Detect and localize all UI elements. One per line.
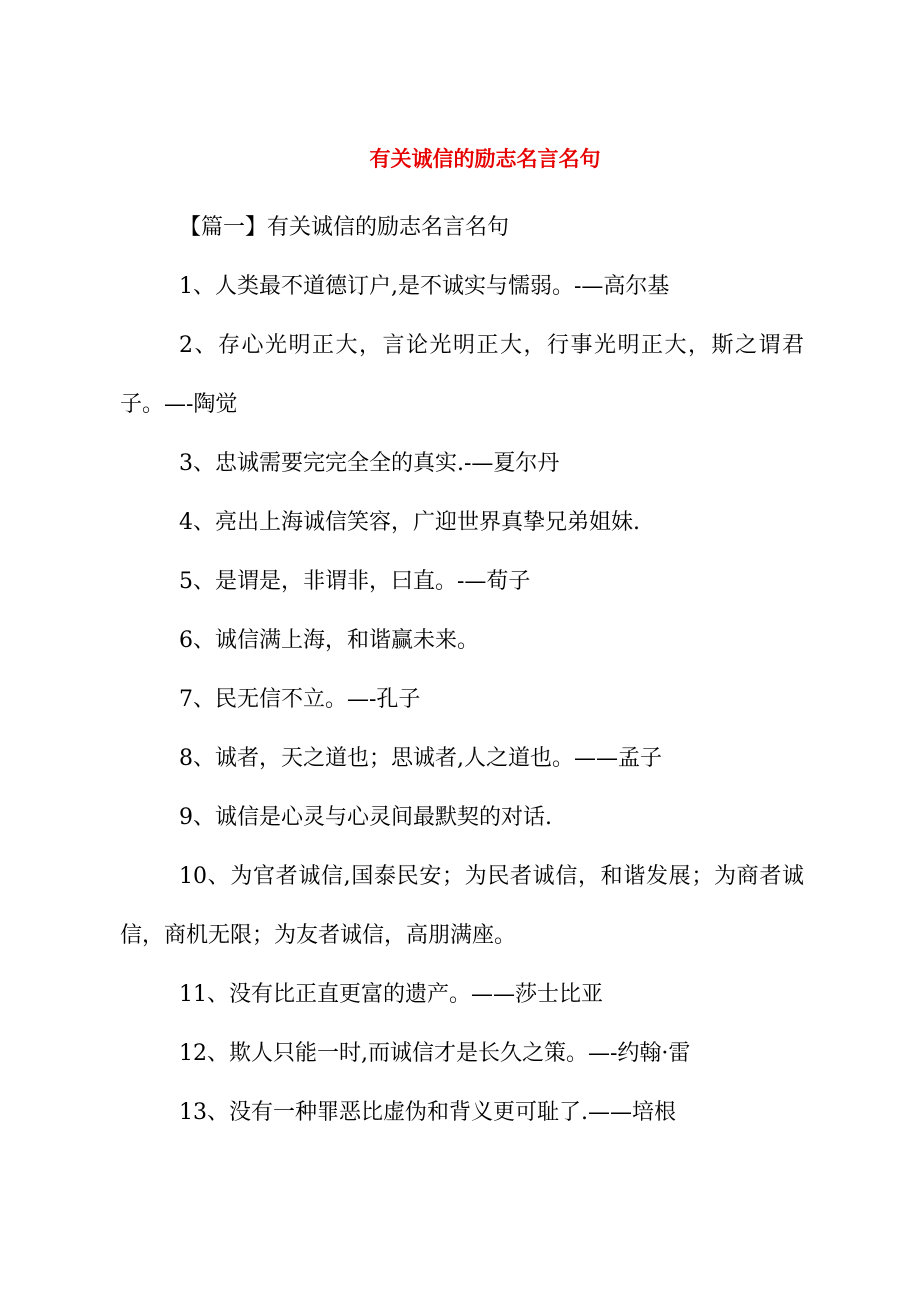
quote-item-10: 10、为官者诚信,国泰民安；为民者诚信，和谐发展；为商者诚信，商机无限；为友者诚信，高朋满座。 bbox=[120, 864, 804, 948]
quote-item-6: 6、诚信满上海，和谐赢未来。 bbox=[179, 628, 479, 653]
quote-item-12: 12、欺人只能一时,而诚信才是长久之策。—-约翰·雷 bbox=[179, 1041, 691, 1066]
quote-item-4: 4、亮出上海诚信笑容，广迎世界真挚兄弟姐妹. bbox=[179, 510, 640, 535]
quote-item-13: 13、没有一种罪恶比虚伪和背义更可耻了.——培根 bbox=[179, 1100, 676, 1125]
section-heading: 【篇一】有关诚信的励志名言名句 bbox=[179, 215, 510, 240]
quote-item-9: 9、诚信是心灵与心灵间最默契的对话. bbox=[179, 805, 552, 830]
document-title: 有关诚信的励志名言名句 bbox=[369, 147, 601, 171]
quote-item-2: 2、存心光明正大，言论光明正大，行事光明正大，斯之谓君子。—-陶觉 bbox=[120, 333, 804, 417]
quote-item-1: 1、人类最不道德订户,是不诚实与懦弱。-—高尔基 bbox=[179, 274, 670, 299]
quote-item-8: 8、诚者，天之道也；思诚者,人之道也。——孟子 bbox=[179, 746, 662, 771]
quote-item-11: 11、没有比正直更富的遗产。——莎士比亚 bbox=[179, 982, 603, 1007]
document-body bbox=[120, 198, 804, 1142]
quote-item-7: 7、民无信不立。—-孔子 bbox=[179, 687, 421, 712]
quote-item-5: 5、是谓是，非谓非，曰直。-—荀子 bbox=[179, 569, 531, 594]
quote-item-3: 3、忠诚需要完完全全的真实.-—夏尔丹 bbox=[179, 451, 560, 476]
